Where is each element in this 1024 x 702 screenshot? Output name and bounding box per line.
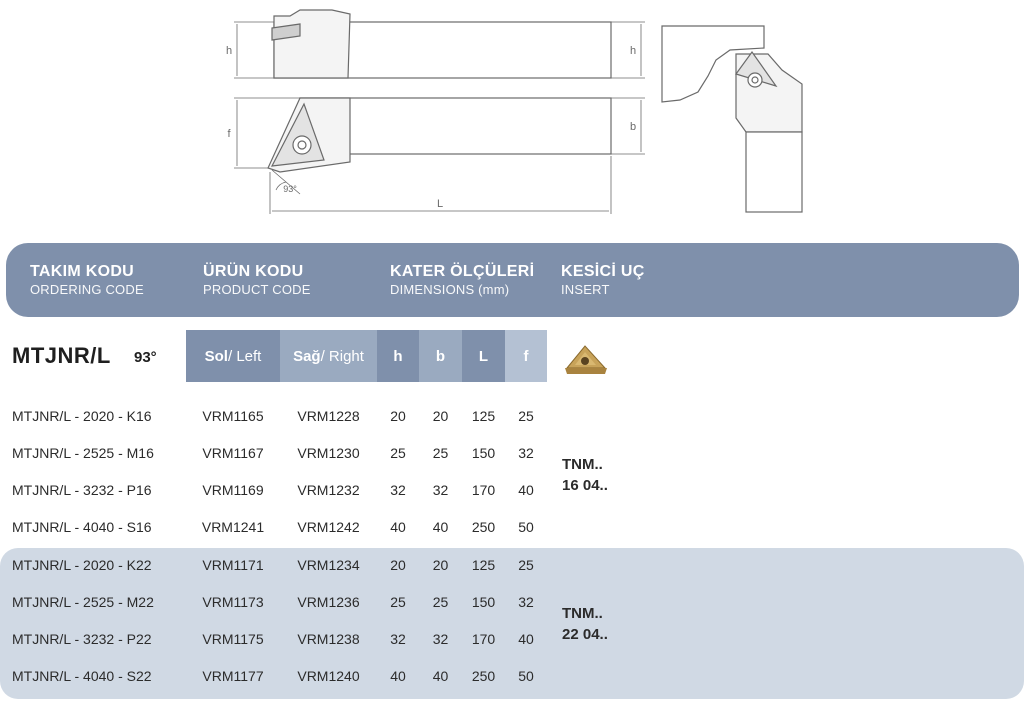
table-row <box>0 622 1024 659</box>
cell-left-code: VRM1169 <box>202 482 264 498</box>
cell-dim-f: 50 <box>518 668 534 684</box>
insert-label-22-line1: TNM.. <box>562 605 603 622</box>
dim-h-left: h <box>225 45 233 57</box>
cell-dim-h: 25 <box>390 445 406 461</box>
cell-dim-h: 40 <box>390 519 406 535</box>
insert-label-22-line2: 22 04.. <box>562 626 608 643</box>
cell-ordering-code: MTJNR/L - 4040 - S16 <box>12 519 152 535</box>
column-right <box>280 330 377 382</box>
cell-right-code: VRM1228 <box>297 408 360 424</box>
product-title: MTJNR/L <box>12 343 111 368</box>
cell-right-code: VRM1240 <box>297 668 360 684</box>
approach-angle: 93° <box>134 349 157 366</box>
cell-right-code: VRM1236 <box>297 594 360 610</box>
insert-label-16-line1: TNM.. <box>562 456 603 473</box>
cell-dim-f: 25 <box>518 408 534 424</box>
insert-label-16 <box>562 454 608 496</box>
cell-ordering-code: MTJNR/L - 3232 - P22 <box>12 631 152 647</box>
header-ordering-code <box>30 262 144 298</box>
column-left-rest: / Left <box>227 347 262 365</box>
cell-dim-h: 32 <box>390 631 406 647</box>
table-row <box>0 510 1024 547</box>
cell-ordering-code: MTJNR/L - 3232 - P16 <box>12 482 152 498</box>
cell-dim-f: 32 <box>518 445 534 461</box>
dim-L: L <box>436 198 444 210</box>
cell-right-code: VRM1230 <box>297 445 360 461</box>
insert-label-22 <box>562 603 608 645</box>
header-dimensions-en: DIMENSIONS (mm) <box>390 282 510 297</box>
table-row <box>0 436 1024 473</box>
column-right-rest: / Right <box>320 347 364 365</box>
cell-ordering-code: MTJNR/L - 2525 - M22 <box>12 594 154 610</box>
cell-dim-b: 25 <box>432 445 449 461</box>
cell-left-code: VRM1177 <box>202 668 264 684</box>
cell-dim-L: 125 <box>471 408 496 424</box>
table-row <box>0 585 1024 622</box>
column-left <box>186 330 280 382</box>
header-product-code-en: PRODUCT CODE <box>203 282 311 297</box>
dim-b: b <box>629 121 637 133</box>
cell-dim-h: 25 <box>390 594 406 610</box>
cell-dim-b: 40 <box>432 668 449 684</box>
cell-dim-b: 20 <box>432 408 449 424</box>
cell-left-code: VRM1171 <box>202 557 264 573</box>
cell-left-code: VRM1167 <box>202 445 264 461</box>
cell-right-code: VRM1242 <box>297 519 360 535</box>
cell-left-code: VRM1175 <box>202 631 264 647</box>
cell-left-code: VRM1173 <box>202 594 264 610</box>
cell-dim-L: 125 <box>471 557 496 573</box>
table-row <box>0 548 1024 585</box>
column-b: b <box>419 330 462 382</box>
end-view-shank <box>746 132 802 212</box>
side-view-head <box>274 10 350 78</box>
cell-dim-b: 32 <box>432 631 449 647</box>
column-right-bold: Sağ <box>293 347 321 365</box>
cell-dim-L: 250 <box>471 668 496 684</box>
cell-ordering-code: MTJNR/L - 2020 - K16 <box>12 408 152 424</box>
cell-dim-L: 150 <box>471 594 496 610</box>
cell-left-code: VRM1241 <box>201 519 265 535</box>
cell-ordering-code: MTJNR/L - 2020 - K22 <box>12 557 152 573</box>
header-insert-en: INSERT <box>561 282 610 297</box>
insert-icon <box>563 340 609 376</box>
cell-dim-b: 20 <box>432 557 449 573</box>
tool-holder-drawing <box>0 0 1024 240</box>
header-product-code <box>203 262 311 298</box>
cell-right-code: VRM1232 <box>297 482 360 498</box>
cell-dim-h: 20 <box>390 408 406 424</box>
dim-f: f <box>227 128 231 140</box>
cell-dim-h: 20 <box>390 557 406 573</box>
column-left-bold: Sol <box>204 347 228 365</box>
cell-right-code: VRM1234 <box>297 557 360 573</box>
insert-label-16-line2: 16 04.. <box>562 477 608 494</box>
header-product-code-tr: ÜRÜN KODU <box>203 263 304 280</box>
header-insert-tr: KESİCİ UÇ <box>561 263 645 280</box>
header-ordering-code-en: ORDERING CODE <box>30 282 144 297</box>
column-f: f <box>505 330 547 382</box>
table-row <box>0 659 1024 696</box>
table-header-band <box>6 243 1019 317</box>
column-h: h <box>377 330 419 382</box>
dim-angle: 93° <box>283 184 297 194</box>
cell-ordering-code: MTJNR/L - 2525 - M16 <box>12 445 154 461</box>
header-dimensions <box>390 262 534 298</box>
cell-right-code: VRM1238 <box>297 631 360 647</box>
table-row <box>0 399 1024 436</box>
cell-dim-f: 50 <box>518 519 534 535</box>
cell-dim-f: 40 <box>518 482 534 498</box>
header-ordering-code-tr: TAKIM KODU <box>30 263 135 280</box>
cell-dim-b: 32 <box>432 482 449 498</box>
table-row <box>0 473 1024 510</box>
cell-dim-f: 25 <box>518 557 534 573</box>
header-insert <box>561 262 645 298</box>
cell-dim-h: 40 <box>390 668 406 684</box>
cell-left-code: VRM1165 <box>202 408 264 424</box>
cell-ordering-code: MTJNR/L - 4040 - S22 <box>12 668 152 684</box>
cell-dim-f: 32 <box>518 594 534 610</box>
cell-dim-L: 170 <box>471 482 496 498</box>
cell-dim-L: 250 <box>471 519 496 535</box>
cell-dim-b: 25 <box>432 594 449 610</box>
cell-dim-f: 40 <box>518 631 534 647</box>
cell-dim-L: 170 <box>471 631 496 647</box>
cell-dim-b: 40 <box>432 519 449 535</box>
cell-dim-h: 32 <box>390 482 406 498</box>
column-L: L <box>462 330 505 382</box>
header-dimensions-tr: KATER ÖLÇÜLERİ <box>390 263 535 280</box>
dim-h-right: h <box>629 45 637 57</box>
cell-dim-L: 150 <box>471 445 496 461</box>
